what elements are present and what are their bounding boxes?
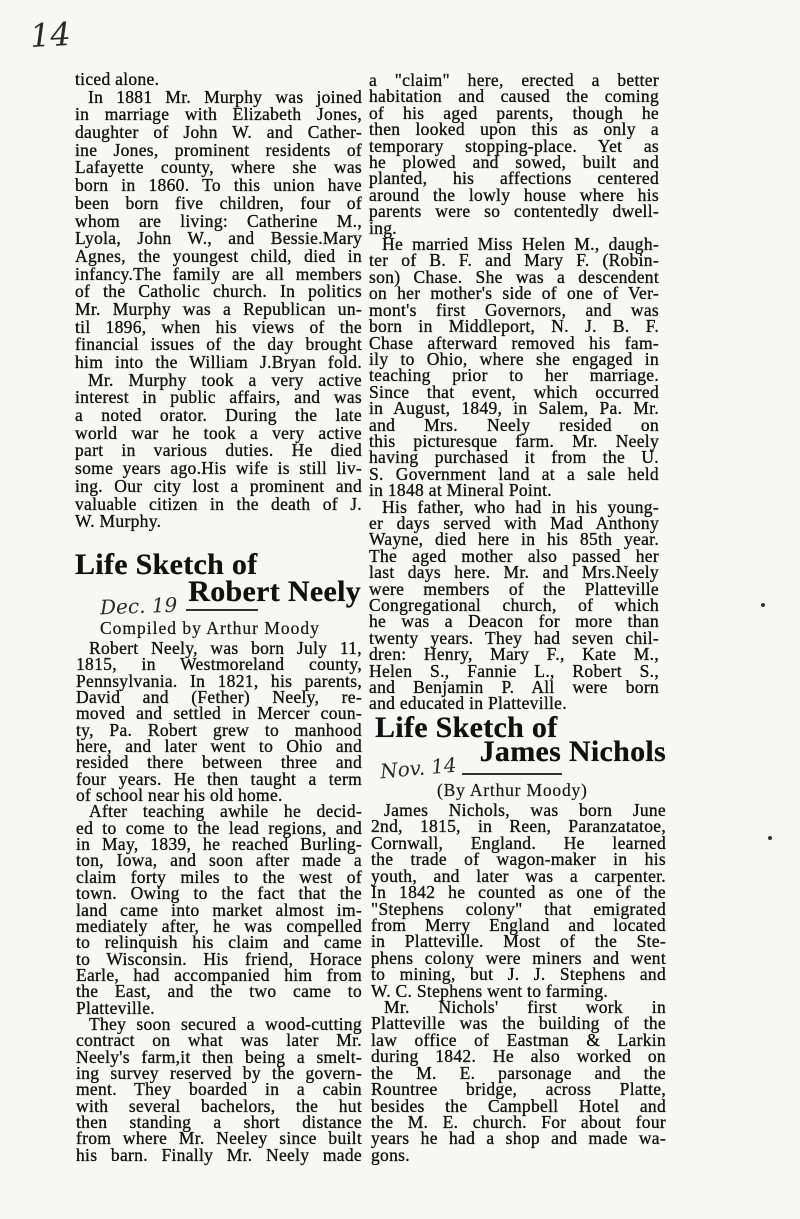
text-line: Mr. Nichols' first work in: [384, 997, 666, 1018]
paragraph: [75, 86, 362, 372]
text-line: Neely's farm,it then being a smelt-: [76, 1046, 362, 1067]
paragraph: [76, 638, 362, 806]
paragraph: [369, 496, 659, 714]
paragraph: [76, 801, 362, 1018]
text-line: W. Murphy.: [75, 511, 162, 532]
headline-robert-neely-line2: Robert Neely: [188, 575, 361, 608]
text-line: mediately after, he was compelled: [76, 915, 362, 936]
text-line: ing. Our city lost a prominent and: [75, 475, 362, 496]
text-line: infancy.The family are all members: [75, 263, 362, 284]
text-line: to mining, but J. J. Stephens and: [371, 964, 666, 985]
text-line: financial issues of the day brought: [75, 334, 362, 355]
article-james-nichols: [371, 802, 666, 1163]
text-line: whom are living: Catherine M.,: [75, 210, 362, 231]
scan-mark: [768, 836, 772, 840]
text-line: parents were so contentedly dwell-: [369, 201, 659, 222]
text-line: with several bachelors, the hut: [76, 1095, 362, 1116]
text-line: land came into market almost im-: [76, 899, 362, 920]
text-line: son) Chase. She was a descendent: [369, 266, 659, 287]
text-line: world war he took a very active: [75, 422, 362, 443]
text-line: valuable citizen in the death of J.: [75, 493, 362, 514]
text-line: James Nichols, was born June: [384, 800, 666, 820]
text-line: moved and settled in Mercer coun-: [76, 703, 362, 724]
text-line: law office of Eastman & Larkin: [371, 1029, 666, 1050]
headline-robert-neely-line1: Life Sketch of: [75, 548, 258, 581]
text-line: W. C. Stephens went to farming.: [371, 980, 609, 1001]
text-line: in May, 1839, he reached Burling-: [76, 834, 362, 855]
text-line: he plowed and sowed, built and: [369, 152, 659, 173]
text-line: Pennsylvania. In 1821, his parents,: [76, 670, 362, 691]
text-line: and educated in Platteville.: [369, 693, 567, 714]
text-line: Platteville was the building of the: [371, 1013, 666, 1034]
text-line: during 1842. He also worked on: [371, 1046, 666, 1067]
text-line: er days served with Mad Anthony: [369, 512, 659, 533]
text-line: from Merry England and located: [371, 914, 666, 935]
headline-james-nichols-line1: Life Sketch of: [375, 711, 558, 744]
text-line: of the Catholic church. In politics: [75, 281, 362, 302]
text-line: ton, Iowa, and soon after made a: [76, 850, 362, 871]
text-line: claim forty miles to the west of: [76, 866, 362, 887]
text-line: 1815, in Westmoreland county,: [76, 654, 362, 675]
text-line: ing.: [369, 217, 397, 238]
text-line: having purchased it from the U.: [369, 447, 659, 468]
text-line: Rountree bridge, across Platte,: [371, 1079, 666, 1100]
text-line: The aged mother also passed her: [369, 545, 659, 566]
text-line: resided there between three and: [76, 752, 362, 773]
paragraph: [76, 1013, 362, 1165]
text-line: part in various duties. He died: [75, 440, 362, 461]
text-line: ed to come to the lead regions, and: [76, 817, 362, 838]
text-line: him into the William J.Bryan fold.: [75, 352, 362, 372]
headline-james-nichols-line2: James Nichols: [479, 735, 666, 768]
text-line: temporary stopping-place. Yet as: [369, 135, 659, 156]
text-line: and Mrs. Neely resided on: [369, 414, 659, 435]
text-line: He married Miss Helen M., daugh-: [382, 234, 659, 255]
text-line: contract on what was later Mr.: [76, 1030, 362, 1051]
text-line: to relinquish his claim and came: [76, 932, 362, 953]
text-line: In 1881 Mr. Murphy was joined: [88, 86, 362, 107]
byline-james-nichols: (By Arthur Moody): [437, 780, 588, 800]
text-line: born in Middleport, N. J. B. F.: [369, 316, 659, 337]
text-line: 2nd, 1815, in Reen, Paranzatatoe,: [371, 816, 666, 837]
text-line: in 1848 at Mineral Point.: [369, 480, 552, 501]
text-line: dren: Henry, Mary F., Kate M.,: [369, 644, 659, 665]
handwritten-date-james-nichols: Nov. 14: [379, 752, 458, 784]
text-line: gons.: [371, 1144, 410, 1165]
article-robert-neely-left: [76, 640, 362, 1163]
text-line: in marriage with Elizabeth Jones,: [75, 104, 362, 125]
text-line: in Platteville. Most of the Ste-: [371, 931, 666, 952]
text-line: four years. He then taught a term: [76, 768, 362, 789]
text-line: Agnes, the youngest child, died in: [75, 245, 362, 266]
text-line: planted, his affections centered: [369, 168, 659, 189]
text-line: the M. E. church. For about four: [371, 1112, 666, 1133]
text-line: interest in public affairs, and was: [75, 387, 362, 408]
article-murphy-continued: [75, 71, 362, 531]
text-line: Wayne, died here in his 85th year.: [369, 529, 659, 550]
text-line: They soon secured a wood-cutting: [89, 1013, 362, 1034]
text-line: "Stephens colony" that emigrated: [371, 898, 666, 919]
text-line: ing survey reserved by the govern-: [76, 1062, 362, 1083]
text-line: on her mother's side of one of Ver-: [369, 283, 659, 304]
text-line: town. Owing to the fact that the: [76, 883, 362, 904]
text-line: Lyola, John W., and Bessie.Mary: [75, 228, 362, 249]
text-line: ticed alone.: [75, 69, 160, 89]
text-line: then standing a short distance: [76, 1111, 362, 1132]
text-line: of his aged parents, though he: [369, 102, 659, 123]
text-line: Mr. Murphy took a very active: [88, 369, 362, 390]
text-line: he was a Deacon for more than: [369, 611, 659, 632]
text-line: mont's first Governors, and was: [369, 299, 659, 320]
text-line: ty, Pa. Robert grew to manhood: [76, 719, 362, 740]
text-line: Chase afterward removed his fam-: [369, 332, 659, 353]
text-line: David and (Fether) Neely, re-: [76, 687, 362, 708]
text-line: besides the Campbell Hotel and: [371, 1095, 666, 1116]
handwritten-page-number: 14: [29, 14, 72, 56]
text-line: ment. They boarded in a cabin: [76, 1079, 362, 1100]
text-line: Since that event, which occurred: [369, 381, 659, 402]
text-line: twenty years. They had seven chil-: [369, 627, 659, 648]
text-line: around the lowly house where his: [369, 184, 659, 205]
text-line: been born five children, four of: [75, 192, 362, 213]
text-line: After teaching awhile he decid-: [89, 801, 362, 822]
text-line: the East, and the two came to: [76, 981, 362, 1002]
text-line: Helen S., Fannie L., Robert S.,: [369, 660, 659, 681]
text-line: til 1896, when his views of the: [75, 316, 362, 337]
text-line: ily to Ohio, where she engaged in: [369, 348, 659, 369]
article-robert-neely-right: [369, 72, 659, 712]
text-line: some years ago.His wife is still liv-: [75, 458, 362, 479]
text-line: habitation and caused the coming: [369, 86, 659, 107]
text-line: of school near his old home.: [76, 785, 283, 806]
text-line: the M. E. parsonage and the: [371, 1062, 666, 1083]
text-line: daughter of John W. and Cather-: [75, 122, 362, 143]
text-line: a noted orator. During the late: [75, 405, 362, 426]
text-line: His father, who had in his young-: [382, 496, 659, 517]
text-line: last days here. Mr. and Mrs.Neely: [369, 562, 659, 583]
text-line: teaching prior to her marriage.: [369, 365, 659, 386]
scan-mark: [761, 603, 765, 607]
text-line: in August, 1849, in Salem, Pa. Mr.: [369, 398, 659, 419]
text-line: his barn. Finally Mr. Neely made: [76, 1144, 362, 1165]
text-line: ter of B. F. and Mary F. (Robin-: [369, 250, 659, 271]
paragraph: [369, 236, 659, 499]
text-line: the trade of wagon-maker in his: [371, 849, 666, 870]
text-line: Mr. Murphy was a Republican un-: [75, 298, 362, 319]
text-line: In 1842 he counted as one of the: [371, 882, 666, 903]
text-line: Congregational church, of which: [369, 595, 659, 615]
text-line: were members of the Platteville: [369, 578, 659, 599]
text-line: ine Jones, prominent residents of: [75, 139, 362, 160]
text-line: Platteville.: [76, 997, 155, 1018]
text-line: this picturesque farm. Mr. Neely: [369, 430, 659, 451]
paragraph: [75, 369, 362, 532]
text-line: Robert Neely, was born July 11,: [89, 638, 362, 658]
paragraph: [371, 802, 666, 999]
text-line: youth, and later was a carpenter.: [371, 865, 666, 886]
handwritten-underline: [462, 773, 562, 775]
text-line: years he had a shop and made wa-: [371, 1128, 666, 1149]
text-line: Cornwall, England. He learned: [371, 832, 666, 853]
paragraph: [371, 999, 666, 1163]
text-line: to Wisconsin. His friend, Horace: [76, 948, 362, 969]
text-line: from where Mr. Neeley since built: [76, 1128, 362, 1149]
text-line: and Benjamin P. All were born: [369, 677, 659, 698]
text-line: a "claim" here, erected a better: [369, 70, 659, 90]
text-line: Lafayette county, where she was: [75, 157, 362, 178]
text-line: then looked upon this as only a: [369, 119, 659, 140]
text-line: Earle, had accompanied him from: [76, 964, 362, 985]
text-line: S. Government land at a sale held: [369, 463, 659, 484]
handwritten-date-robert-neely: Dec. 19: [99, 592, 178, 620]
text-line: here, and later went to Ohio and: [76, 736, 362, 757]
handwritten-underline: [186, 609, 258, 611]
byline-robert-neely: Compiled by Arthur Moody: [100, 618, 320, 638]
paragraph: [369, 72, 659, 236]
text-line: phens colony were miners and went: [371, 947, 666, 968]
text-line: born in 1860. To this union have: [75, 175, 362, 196]
